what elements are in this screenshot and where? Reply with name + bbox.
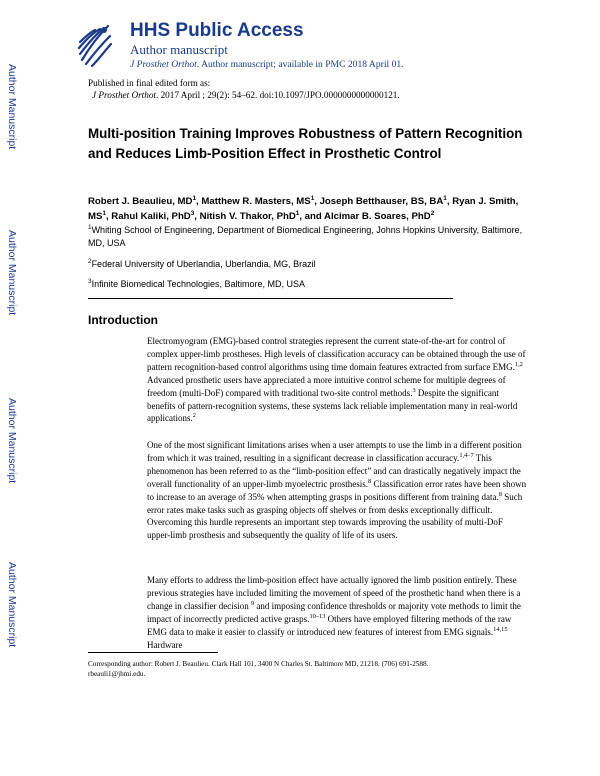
availability-line	[130, 59, 404, 70]
author-manuscript-subtitle: Author manuscript	[130, 42, 228, 57]
citation-details: . 2017 April ; 29(2): 54–62. doi:10.1097/JPO.0000000000000121.	[155, 90, 400, 100]
author-separator: , and	[299, 211, 325, 222]
affiliation-number: 1	[88, 224, 92, 231]
author-name: Matthew R. Masters, MS	[201, 196, 311, 207]
author-separator: ,	[194, 211, 200, 222]
paragraph-text: and imposing confidence thresholds or majority vote methods to limit the impact of incorrectly predicted active grasps.	[147, 600, 521, 624]
affiliation	[88, 278, 528, 291]
citation-ref: 2	[192, 412, 196, 420]
hhs-eagle-icon	[74, 20, 114, 68]
journal-name: J Prosthet Orthot	[130, 59, 197, 70]
author-list	[88, 194, 528, 224]
paragraph-text: Many efforts to address the limb-position effect have actually ignored the limb position entirely. These previous strategies have included limiting the movement of speed of the prosthetic hand when there is a change in classifier decision	[147, 575, 521, 611]
paragraph-text: One of the most significant limitations arises when a user attempts to use the limb in a different position from which it was trained, resulting in a significant decrease in classification accuracy.	[147, 440, 522, 463]
author-separator: ,	[105, 211, 112, 222]
author-affiliation-marker: 2	[430, 209, 435, 217]
author-affiliation-marker: 1	[443, 194, 447, 202]
author-name: Joseph Betthauser, BS, BA	[319, 196, 444, 207]
author-affiliation-marker: 1	[295, 209, 300, 217]
affiliation-text: Whiting School of Engineering, Department of Biomedical Engineering, Johns Hopkins University, Baltimore, MD, USA	[88, 225, 523, 248]
hhs-public-access-title: HHS Public Access	[130, 20, 304, 41]
author-separator: ,	[314, 196, 320, 207]
author-affiliation-marker: 3	[190, 209, 195, 217]
corresponding-author-footnote	[88, 659, 528, 679]
citation-ref: 3	[412, 386, 416, 394]
affiliation-number: 2	[88, 258, 92, 265]
author-name: Ryan J. Smith, MS	[88, 196, 519, 222]
author-manuscript-sidebar-label: Author Manuscript	[6, 230, 18, 316]
author-name: Robert J. Beaulieu, MD	[88, 196, 193, 207]
author-manuscript-sidebar-label: Author Manuscript	[6, 562, 18, 648]
author-name: Nitish V. Thakor, PhD	[199, 211, 296, 222]
paragraph-text: Despite the significant benefits of pattern-recognition systems, these systems lack reliable implementation many in real-world applications.	[147, 387, 518, 424]
author-manuscript-sidebar-label: Author Manuscript	[6, 398, 18, 484]
citation-line	[92, 90, 400, 100]
author-name: Alcimar B. Soares, PhD	[324, 211, 431, 222]
article-title: Multi-position Training Improves Robustness of Pattern Recognition and Reduces Limb-Position Effect in Prosthetic Control	[88, 126, 523, 161]
body-paragraph	[147, 335, 527, 425]
published-in-label: Published in final edited form as:	[88, 78, 211, 88]
paragraph-text: Others have employed filtering methods of the raw EMG data to make it easier to classify or introduced new features of interest from EMG signals.	[147, 613, 512, 637]
citation-ref: 1,2	[514, 360, 523, 368]
paragraph-text: Hardware	[147, 639, 183, 650]
citation-ref: 10–13	[309, 612, 326, 620]
citation-ref: 9	[250, 599, 255, 607]
paragraph-text: Electromyogram (EMG)-based control strategies represent the current state-of-the-art for control of complex upper-limb prostheses. High levels of classification accuracy can be obtained through the use of pattern recognition-based control algorithms using time domain features extracted from surface EMG.	[147, 336, 526, 372]
affiliation	[88, 224, 528, 250]
citation-ref: 8	[498, 490, 502, 498]
paragraph-text: Classification error rates have been shown to increase to an average of 35% when attempting grasps in positions different from training data.	[147, 478, 527, 502]
affiliation-number: 3	[88, 278, 92, 285]
paragraph-text: Advanced prosthetic users have appreciated a more intuitive control scheme for multiple degrees of freedom (multi-DoF) compared with traditional two-site control methods.	[147, 374, 506, 398]
paragraph-text: Such error rates make tasks such as grasping objects off shelves or from desks exceptionally difficult. Overcoming this hurdle represents an important step towards improving the usability of multi-DoF upper-limb prosthesis and subsequently the quality of life of its users.	[147, 491, 523, 541]
author-manuscript-sidebar-label: Author Manuscript	[6, 64, 18, 150]
availability-text: . Author manuscript; available in PMC 2018 April 01.	[196, 59, 404, 70]
author-affiliation-marker: 1	[310, 194, 315, 202]
affiliation	[88, 258, 528, 271]
citation-ref: 14,15	[493, 625, 508, 633]
citation-journal: J Prosthet Orthot	[92, 90, 156, 100]
citation-ref: 8	[368, 477, 372, 485]
affiliation-divider	[88, 298, 453, 299]
introduction-heading: Introduction	[88, 313, 158, 327]
body-paragraph	[147, 574, 527, 651]
footnote-line: Corresponding author: Robert J. Beaulieu. Clark Hall 101, 3400 N Charles St. Baltimore MD, 21218. (706) 691-2588.	[88, 660, 429, 668]
affiliation-text: Infinite Biomedical Technologies, Baltimore, MD, USA	[91, 279, 305, 289]
footnote-divider	[88, 652, 218, 653]
citation-ref: 1,4–7	[459, 451, 474, 459]
author-name: Rahul Kaliki, PhD	[111, 211, 191, 222]
author-affiliation-marker: 1	[192, 194, 197, 202]
author-separator: ,	[196, 196, 202, 207]
affiliation-text: Federal University of Uberlandia, Uberlandia, MG, Brazil	[91, 259, 316, 269]
footnote-email: rbeauli1@jhmi.edu.	[88, 670, 146, 678]
author-affiliation-marker: 1	[102, 209, 106, 217]
author-separator: ,	[446, 196, 453, 207]
paragraph-text: This phenomenon has been referred to as the “limb-position effect” and can drastically negatively impact the overall functionality of an upper-limb myoelectric prosthesis.	[147, 452, 521, 489]
body-paragraph	[147, 439, 527, 542]
